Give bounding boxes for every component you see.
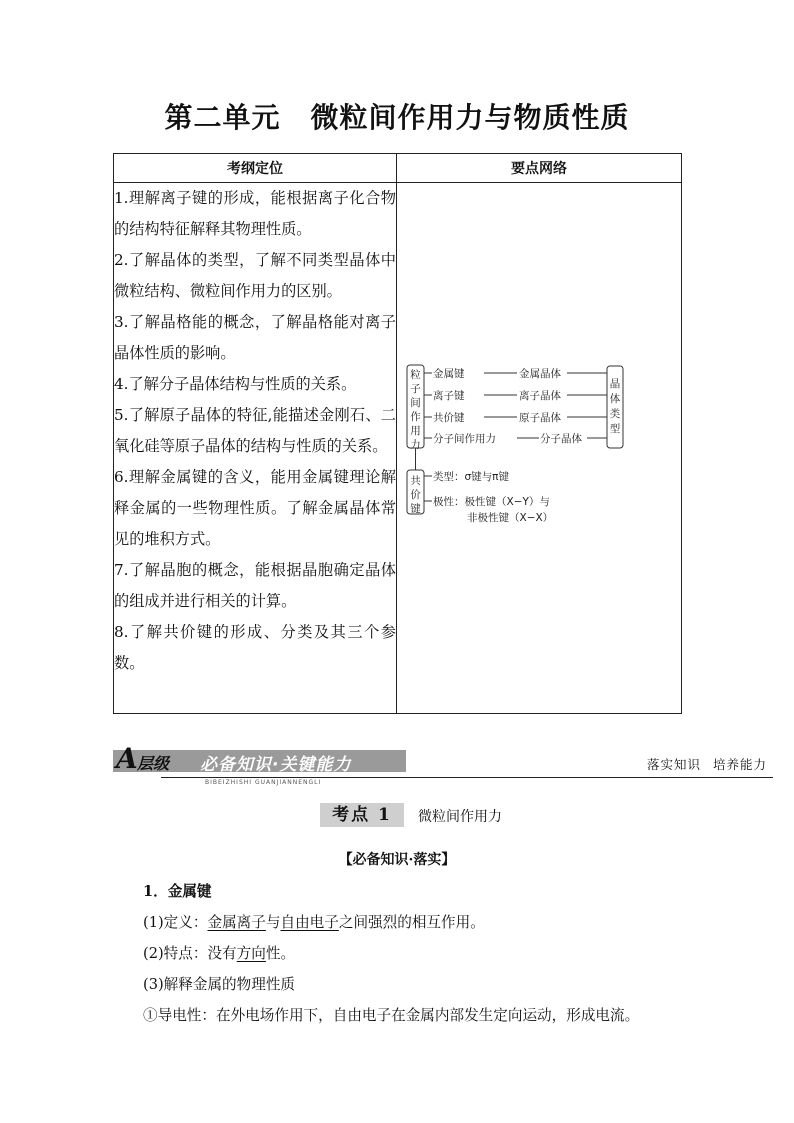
banner-level-text: 层级 xyxy=(137,754,170,773)
banner-rule xyxy=(161,777,773,778)
box-char: 类 xyxy=(609,408,621,420)
goal-item: 1.理解离子键的形成，能根据离子化合物的结构特征解释其物理性质。 xyxy=(114,189,396,238)
box-char: 共 xyxy=(410,475,421,487)
explain-line: (3)解释金属的物理性质 xyxy=(143,976,296,993)
content-body xyxy=(143,876,703,1031)
network-crystal-label: 离子晶体 xyxy=(519,390,561,402)
network-force-label: 分子间作用力 xyxy=(433,433,496,445)
kaodian-title: 微粒间作用力 xyxy=(418,809,502,825)
goal-item: 5.了解原子晶体的特征,能描述金刚石、二氧化硅等原子晶体的结构与性质的关系。 xyxy=(114,406,396,455)
box-char: 晶 xyxy=(609,378,621,390)
network-crystal-label: 金属晶体 xyxy=(519,368,561,380)
box-char: 型 xyxy=(609,423,621,435)
definition-mid: 与 xyxy=(265,914,281,931)
page-title xyxy=(0,96,794,136)
banner-level-letter: A xyxy=(116,742,138,775)
network-force-label: 共价键 xyxy=(433,412,465,424)
goal-item: 4.了解分子晶体结构与性质的关系。 xyxy=(114,375,357,393)
network-force-label: 离子键 xyxy=(433,390,465,402)
goal-item: 2.了解晶体的类型，了解不同类型晶体中微粒结构、微粒间作用力的区别。 xyxy=(114,251,396,300)
feature-suffix: 性。 xyxy=(265,945,296,962)
network-crystal-label: 原子晶体 xyxy=(519,412,561,424)
box-char: 子 xyxy=(410,383,421,395)
box-char: 作 xyxy=(410,411,421,423)
outline-table xyxy=(113,153,682,714)
banner-title: 必备知识·关键能力 xyxy=(200,755,352,775)
box-char: 体 xyxy=(609,393,621,405)
covalent-polarity-label: 极性：极性键（X−Y）与 xyxy=(433,496,550,508)
section-heading-metal-bond: 1．金属键 xyxy=(143,883,212,900)
box-char: 力 xyxy=(410,439,421,451)
blank-metal-ion: 金属离子 xyxy=(207,914,266,931)
box-char: 用 xyxy=(410,425,421,437)
box-char: 间 xyxy=(410,397,421,409)
goal-item: 6.理解金属键的含义，能用金属键理论解释金属的一些物理性质。了解金属晶体常见的堆积方式。 xyxy=(114,468,396,548)
network-force-label: 金属键 xyxy=(433,368,465,380)
knowledge-subheading: 【必备知识·落实】 xyxy=(338,852,456,868)
section-banner xyxy=(113,742,773,788)
kaodian-number: 考点 1 xyxy=(320,803,404,827)
knowledge-network-diagram xyxy=(397,183,682,713)
network-crystal-label: 分子晶体 xyxy=(540,433,582,445)
covalent-nonpolar-label: 非极性键（X−X） xyxy=(467,512,554,524)
box-char: 粒 xyxy=(410,369,421,381)
title-unit: 第二单元 xyxy=(164,101,281,134)
box-char: 价 xyxy=(410,489,421,501)
banner-slogan-1: 落实知识 xyxy=(646,757,701,772)
header-syllabus: 考纲定位 xyxy=(114,154,397,183)
feature-line xyxy=(143,938,703,969)
definition-line xyxy=(143,907,703,938)
conductivity-line: ①导电性：在外电场作用下，自由电子在金属内部发生定向运动，形成电流。 xyxy=(143,1007,640,1024)
title-topic: 微粒间作用力与物质性质 xyxy=(310,101,630,134)
goal-item: 7.了解晶胞的概念，能根据晶胞确定晶体的组成并进行相关的计算。 xyxy=(114,561,396,610)
header-network: 要点网络 xyxy=(397,154,682,183)
covalent-type-label: 类型：σ键与π键 xyxy=(433,471,509,483)
goal-item: 8.了解共价键的形成、分类及其三个参数。 xyxy=(114,623,396,672)
goals-cell xyxy=(114,183,397,714)
box-char: 键 xyxy=(410,503,421,515)
blank-direction: 方向 xyxy=(236,945,266,962)
banner-pinyin: BIBEIZHISHI GUANJIANNENGLI xyxy=(205,779,322,786)
banner-slogan xyxy=(647,755,767,773)
network-cell xyxy=(397,183,682,714)
definition-suffix: 之间强烈的相互作用。 xyxy=(338,914,485,931)
banner-slogan-2: 培养能力 xyxy=(712,757,767,772)
goal-item: 3.了解晶格能的概念，了解晶格能对离子晶体性质的影响。 xyxy=(114,313,396,362)
feature-prefix: (2)特点：没有 xyxy=(143,945,237,962)
kaodian-heading xyxy=(0,803,794,829)
definition-prefix: (1)定义： xyxy=(143,914,208,931)
blank-free-electron: 自由电子 xyxy=(280,914,339,931)
